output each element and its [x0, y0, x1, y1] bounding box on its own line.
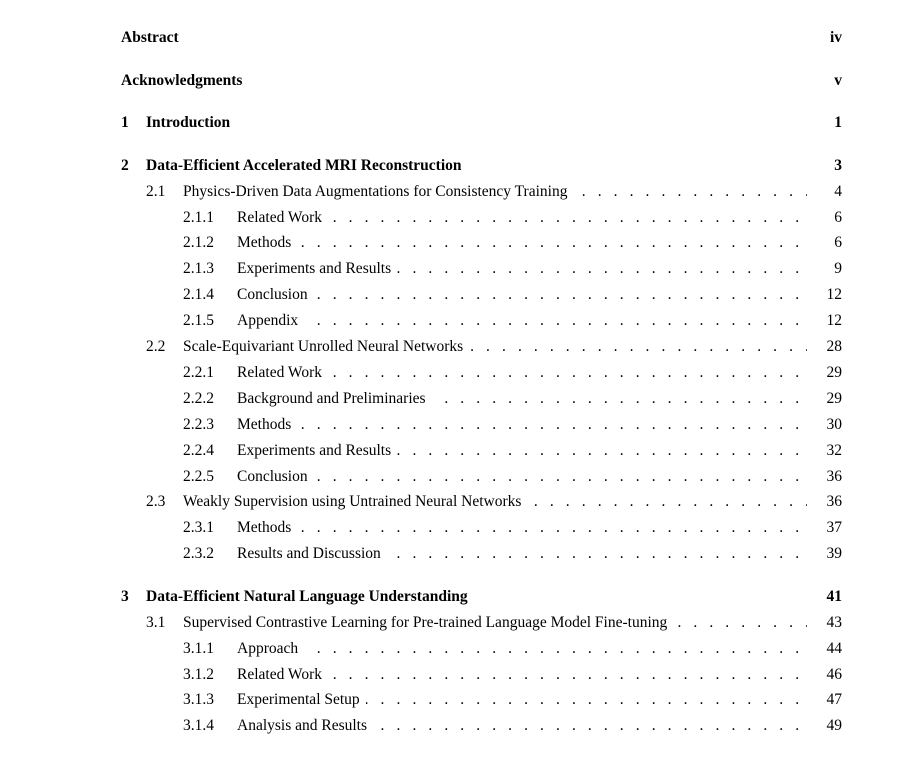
toc-page: 46	[826, 666, 842, 683]
toc-page: 41	[826, 588, 842, 605]
toc-subsection-2-2-2[interactable]	[0, 388, 915, 410]
toc-title: Analysis and Results	[237, 715, 373, 737]
toc-title: Physics-Driven Data Augmentations for Consistency Training	[183, 181, 573, 203]
toc-section-2-3[interactable]	[0, 491, 915, 513]
toc-page: 29	[826, 390, 842, 407]
toc-number: 3.1.3	[183, 691, 214, 708]
toc-number: 2	[121, 157, 129, 174]
toc-title: Weakly Supervision using Untrained Neural Networks	[183, 491, 527, 513]
toc-title: Scale-Equivariant Unrolled Neural Networks	[183, 336, 469, 358]
toc-number: 2.1.2	[183, 234, 214, 251]
toc-number: 2.2.2	[183, 390, 214, 407]
toc-number: 2.2.1	[183, 364, 214, 381]
toc-subsection-2-2-5[interactable]	[0, 466, 915, 488]
toc-entry-abstract[interactable]	[0, 27, 915, 49]
toc-number: 2.3.1	[183, 519, 214, 536]
toc-title: Acknowledgments	[121, 72, 243, 89]
toc-subsection-2-1-1[interactable]	[0, 207, 915, 229]
toc-subsection-2-1-5[interactable]	[0, 310, 915, 332]
toc-page: 44	[826, 640, 842, 657]
toc-number: 3.1.4	[183, 717, 214, 734]
toc-subsection-2-2-4[interactable]	[0, 440, 915, 462]
toc-title: Results and Discussion	[237, 543, 387, 565]
leader-dots	[237, 310, 807, 332]
toc-entry-acknowledgments[interactable]	[0, 70, 915, 92]
toc-subsection-3-1-3[interactable]	[0, 689, 915, 711]
leader-dots	[237, 284, 807, 306]
toc-page: 37	[826, 519, 842, 536]
toc-page: 6	[834, 234, 842, 251]
toc-title: Abstract	[121, 29, 179, 46]
toc-number: 2.2.4	[183, 442, 214, 459]
toc-title: Methods	[237, 414, 297, 436]
toc-number: 2.1	[146, 183, 166, 200]
toc-title: Supervised Contrastive Learning for Pre-trained Language Model Fine-tuning	[183, 612, 673, 634]
toc-subsection-3-1-1[interactable]	[0, 638, 915, 660]
toc-section-2-2[interactable]	[0, 336, 915, 358]
toc-number: 2.1.4	[183, 286, 214, 303]
toc-page: 43	[826, 614, 842, 631]
toc-chapter-1[interactable]	[0, 112, 915, 134]
toc-chapter-2[interactable]	[0, 155, 915, 177]
toc-title: Related Work	[237, 207, 328, 229]
toc-page: 4	[834, 183, 842, 200]
toc-title: Experiments and Results	[237, 440, 397, 462]
toc-page: 32	[826, 442, 842, 459]
toc-number: 3.1.2	[183, 666, 214, 683]
toc-title: Data-Efficient Accelerated MRI Reconstruction	[146, 157, 462, 174]
toc-title: Approach	[237, 638, 304, 660]
leader-dots	[237, 414, 807, 436]
toc-number: 3.1.1	[183, 640, 214, 657]
toc-number: 3	[121, 588, 129, 605]
toc-page: 1	[834, 114, 842, 131]
toc-number: 2.3	[146, 493, 166, 510]
toc-title: Appendix	[237, 310, 304, 332]
toc-page: 36	[826, 493, 842, 510]
toc-page: 36	[826, 468, 842, 485]
toc-subsection-2-1-4[interactable]	[0, 284, 915, 306]
toc-chapter-3[interactable]	[0, 586, 915, 608]
toc-subsection-3-1-4[interactable]	[0, 715, 915, 737]
toc-page: 49	[826, 717, 842, 734]
toc-subsection-2-3-1[interactable]	[0, 517, 915, 539]
toc-number: 2.1.5	[183, 312, 214, 329]
toc-title: Experimental Setup	[237, 689, 366, 711]
toc-title: Related Work	[237, 362, 328, 384]
toc-title: Methods	[237, 517, 297, 539]
toc-subsection-2-1-3[interactable]	[0, 258, 915, 280]
leader-dots	[237, 232, 807, 254]
toc-title: Conclusion	[237, 466, 314, 488]
leader-dots	[237, 517, 807, 539]
toc-number: 2.3.2	[183, 545, 214, 562]
toc-number: 2.2.5	[183, 468, 214, 485]
toc-title: Methods	[237, 232, 297, 254]
toc-subsection-2-2-3[interactable]	[0, 414, 915, 436]
toc-page: v	[834, 72, 842, 89]
toc-page: 3	[834, 157, 842, 174]
toc-number: 1	[121, 114, 129, 131]
toc-page: 28	[826, 338, 842, 355]
toc-subsection-2-2-1[interactable]	[0, 362, 915, 384]
toc-page: 39	[826, 545, 842, 562]
toc-number: 2.1.1	[183, 209, 214, 226]
toc-section-3-1[interactable]	[0, 612, 915, 634]
toc-title: Data-Efficient Natural Language Understanding	[146, 588, 468, 605]
toc-page: iv	[829, 29, 842, 46]
toc-subsection-3-1-2[interactable]	[0, 664, 915, 686]
toc-page: 47	[826, 691, 842, 708]
toc-page: 9	[834, 260, 842, 277]
toc-subsection-2-1-2[interactable]	[0, 232, 915, 254]
toc-number: 3.1	[146, 614, 166, 631]
toc-page: 12	[826, 286, 842, 303]
leader-dots	[237, 466, 807, 488]
toc-title: Related Work	[237, 664, 328, 686]
toc-page: 6	[834, 209, 842, 226]
toc-title: Conclusion	[237, 284, 314, 306]
toc-section-2-1[interactable]	[0, 181, 915, 203]
toc-number: 2.2	[146, 338, 166, 355]
leader-dots	[237, 638, 807, 660]
toc-page: 30	[826, 416, 842, 433]
toc-number: 2.1.3	[183, 260, 214, 277]
toc-title: Introduction	[146, 114, 231, 131]
toc-title: Background and Preliminaries	[237, 388, 432, 410]
toc-subsection-2-3-2[interactable]	[0, 543, 915, 565]
toc-number: 2.2.3	[183, 416, 214, 433]
toc-page: 29	[826, 364, 842, 381]
toc-title: Experiments and Results	[237, 258, 397, 280]
toc-page: 12	[826, 312, 842, 329]
